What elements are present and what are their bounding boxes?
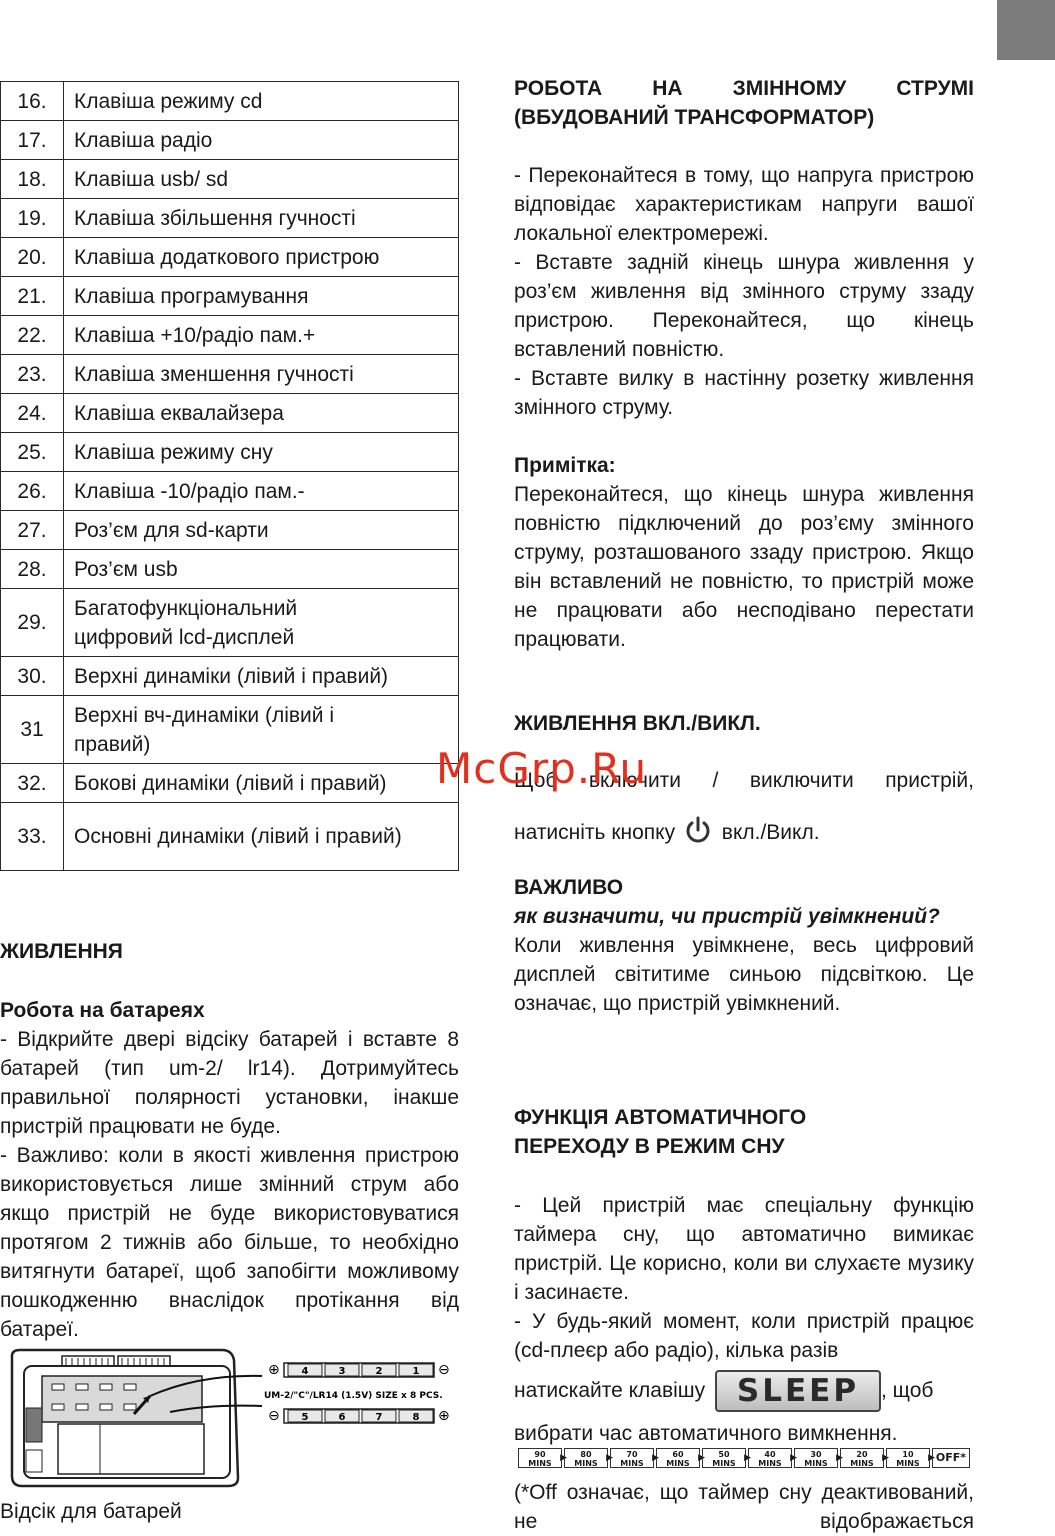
table-row — [1, 238, 459, 277]
battery-slot-label: 5 — [301, 1412, 309, 1423]
svg-text:⊖: ⊖ — [268, 1408, 280, 1424]
sleep-press-line2: вибрати час автоматичного вимкнення. — [514, 1422, 898, 1445]
part-label: Клавіша зменшення гучності — [64, 355, 459, 394]
ac-paragraph-1: - Переконайтеся в тому, що напруга пристрою відповідає характеристикам напруги вашої локальної електромережі. — [514, 164, 974, 245]
table-row — [1, 511, 459, 550]
part-label-line: Верхні вч-динаміки (лівий і — [74, 703, 335, 727]
battery-slot-label: 8 — [412, 1412, 420, 1423]
timer-step-unit: MINS — [850, 1459, 874, 1468]
table-row — [1, 696, 459, 764]
part-number: 16. — [1, 82, 64, 121]
timer-step-value: 90 — [534, 1450, 546, 1459]
table-row — [1, 764, 459, 803]
battery-note: - Важливо: коли в якості живлення пристрою використовується лише змінний струм або якщо пристрій не буде використовуватися протягом 2 тижнів або більше, то необхідно витягнути батареї, щоб запобігти можливому пошкодженню внаслідок протікання від батареї. — [0, 1144, 459, 1341]
part-label — [64, 589, 459, 657]
timer-step-unit: MINS — [528, 1459, 552, 1468]
part-number: 33. — [1, 803, 64, 871]
onoff-title: ЖИВЛЕННЯ ВКЛ./ВИКЛ. — [514, 712, 761, 735]
table-row — [1, 433, 459, 472]
ac-title-line2: (ВБУДОВАНИЙ ТРАНСФОРМАТОР) — [514, 106, 875, 129]
battery-subtitle: Робота на батареях — [0, 999, 205, 1022]
part-label: Верхні динаміки (лівий і правий) — [64, 657, 459, 696]
part-number: 18. — [1, 160, 64, 199]
part-label: Клавіша еквалайзера — [64, 394, 459, 433]
part-label: Клавіша режиму сну — [64, 433, 459, 472]
part-label: Клавіша usb/ sd — [64, 160, 459, 199]
battery-slot-label: 2 — [375, 1366, 383, 1377]
svg-text:⊖: ⊖ — [438, 1362, 450, 1378]
part-number: 26. — [1, 472, 64, 511]
part-label: Клавіша -10/радіо пам.- — [64, 472, 459, 511]
table-row — [1, 316, 459, 355]
timer-step — [748, 1448, 797, 1468]
part-number: 29. — [1, 589, 64, 657]
battery-slot-label: 4 — [301, 1366, 309, 1377]
svg-text:⊕: ⊕ — [268, 1362, 280, 1378]
timer-step-value: 10 — [902, 1450, 914, 1459]
part-label: Клавіша радіо — [64, 121, 459, 160]
part-label-line: цифровий lcd-дисплей — [74, 625, 295, 649]
timer-step-unit: MINS — [758, 1459, 782, 1468]
sleep-footnote: (*Off означає, що таймер сну деактивований, не відображається — [514, 1481, 974, 1533]
timer-step — [886, 1448, 935, 1468]
sleep-press-after: , щоб — [881, 1379, 934, 1402]
timer-step — [840, 1448, 889, 1468]
ac-paragraph-2: - Вставте задній кінець шнура живлення у роз’єм живлення від змінного струму ззаду пристрою. Переконайтеся, що кінець вставлений повністю. — [514, 251, 974, 361]
arrow-right-icon: ▶ — [652, 1453, 659, 1463]
ac-paragraph-3: - Вставте вилку в настінну розетку живлення змінного струму. — [514, 367, 974, 419]
part-number: 31 — [1, 696, 64, 764]
timer-step-value: 20 — [856, 1450, 868, 1459]
timer-step-value: 60 — [672, 1450, 684, 1459]
part-number: 17. — [1, 121, 64, 160]
part-number: 21. — [1, 277, 64, 316]
onoff-line-1: Щоб включити / виключити пристрій, — [514, 769, 974, 792]
battery-compartment-caption: Відсік для батарей — [0, 1500, 182, 1523]
table-row — [1, 121, 459, 160]
arrow-right-icon: ▶ — [698, 1453, 705, 1463]
timer-step-unit: MINS — [896, 1459, 920, 1468]
sleep-title-line2: ПЕРЕХОДУ В РЕЖИМ СНУ — [514, 1135, 785, 1158]
battery-slot-label: 7 — [375, 1412, 383, 1423]
table-row — [1, 82, 459, 121]
arrow-right-icon: ▶ — [882, 1453, 889, 1463]
battery-slot-label: 6 — [338, 1412, 346, 1423]
battery-slot-label: 3 — [338, 1366, 346, 1377]
section-tab-marker — [997, 0, 1055, 60]
timer-step-unit: MINS — [666, 1459, 690, 1468]
arrow-right-icon: ▶ — [606, 1453, 613, 1463]
timer-step — [702, 1448, 751, 1468]
table-row — [1, 472, 459, 511]
part-label: Клавіша +10/радіо пам.+ — [64, 316, 459, 355]
parts-table — [0, 81, 459, 871]
part-label: Клавіша режиму cd — [64, 82, 459, 121]
table-row — [1, 657, 459, 696]
part-label-line: Багатофункціональний — [74, 596, 298, 620]
note-text: Переконайтеся, що кінець шнура живлення повністю підключений до роз’єму змінного струму, розташованого ззаду пристрою. Якщо він вставлений не повністю, то пристрій може не працювати або несподівано перестати працювати. — [514, 483, 974, 651]
power-title: ЖИВЛЕННЯ — [0, 940, 123, 963]
table-row — [1, 394, 459, 433]
timer-step-unit: MINS — [620, 1459, 644, 1468]
part-number: 22. — [1, 316, 64, 355]
battery-slot-label: 1 — [412, 1366, 420, 1377]
sleep-paragraph-1: - Цей пристрій має спеціальну функцію таймера сну, що автоматично вимикає пристрій. Це корисно, коли ви слухаєте музику і засинаєте. — [514, 1194, 974, 1304]
important-title: ВАЖЛИВО — [514, 876, 624, 899]
important-subtitle: як визначити, чи пристрій увімкнений? — [514, 905, 940, 928]
sleep-timer-sequence — [518, 1448, 972, 1468]
part-label: Клавіша додаткового пристрою — [64, 238, 459, 277]
part-number: 23. — [1, 355, 64, 394]
timer-step-unit: MINS — [712, 1459, 736, 1468]
part-label: Роз’єм usb — [64, 550, 459, 589]
arrow-right-icon: ▶ — [928, 1453, 935, 1463]
arrow-right-icon: ▶ — [836, 1453, 843, 1463]
part-number: 27. — [1, 511, 64, 550]
part-number: 20. — [1, 238, 64, 277]
part-label: Клавіша програмування — [64, 277, 459, 316]
table-row — [1, 355, 459, 394]
sleep-button-image: SLEEP — [715, 1370, 881, 1412]
part-label — [64, 696, 459, 764]
battery-spec-label: UM-2/"C"/LR14 (1.5V) SIZE x 8 PCS. — [264, 1391, 443, 1401]
table-row — [1, 803, 459, 871]
ac-title-line1: РОБОТА НА ЗМІННОМУ СТРУМІ — [514, 77, 974, 100]
important-text: Коли живлення увімкнене, весь цифровий дисплей світитиме синьою підсвіткою. Це означає, що пристрій увімкнений. — [514, 934, 974, 1015]
part-label: Роз’єм для sd-карти — [64, 511, 459, 550]
timer-step — [794, 1448, 843, 1468]
table-row — [1, 277, 459, 316]
timer-step-value: 80 — [580, 1450, 592, 1459]
part-label-line: правий) — [74, 732, 151, 756]
part-number: 19. — [1, 199, 64, 238]
timer-step — [564, 1448, 613, 1468]
timer-step-value: 30 — [810, 1450, 822, 1459]
onoff-line-2-after: вкл./Викл. — [721, 821, 820, 844]
timer-step — [656, 1448, 705, 1468]
sleep-paragraph-2: - У будь-який момент, коли пристрій працює (cd-плеєр або радіо), кілька разів — [514, 1310, 974, 1362]
watermark: McGrp.Ru — [436, 744, 648, 793]
note-title: Примітка: — [514, 454, 616, 477]
arrow-right-icon: ▶ — [744, 1453, 751, 1463]
timer-step — [610, 1448, 659, 1468]
part-number: 32. — [1, 764, 64, 803]
arrow-right-icon: ▶ — [790, 1453, 797, 1463]
table-row — [1, 199, 459, 238]
svg-text:⊕: ⊕ — [438, 1408, 450, 1424]
table-row — [1, 550, 459, 589]
timer-step-value: 70 — [626, 1450, 638, 1459]
timer-step-unit: MINS — [804, 1459, 828, 1468]
timer-step-unit: MINS — [574, 1459, 598, 1468]
timer-step-value: 40 — [764, 1450, 776, 1459]
battery-compartment-illustration — [0, 1346, 470, 1496]
timer-step-value: 50 — [718, 1450, 730, 1459]
timer-step-off: OFF* — [932, 1448, 970, 1468]
timer-step — [518, 1448, 567, 1468]
sleep-title-line1: ФУНКЦІЯ АВТОМАТИЧНОГО — [514, 1106, 807, 1129]
arrow-right-icon: ▶ — [560, 1453, 567, 1463]
part-label: Бокові динаміки (лівий і правий) — [64, 764, 459, 803]
battery-text: - Відкрийте двері відсіку батарей і вставте 8 батарей (тип um-2/ lr14). Дотримуйтесь правильної полярності установки, інакше пристрій працювати не буде. — [0, 1028, 459, 1138]
part-number: 25. — [1, 433, 64, 472]
table-row — [1, 160, 459, 199]
table-row — [1, 589, 459, 657]
power-icon — [683, 815, 713, 845]
part-number: 24. — [1, 394, 64, 433]
part-number: 28. — [1, 550, 64, 589]
part-number: 30. — [1, 657, 64, 696]
onoff-line-2-before: натисніть кнопку — [514, 821, 676, 844]
sleep-press-before: натискайте клавішу — [514, 1379, 706, 1402]
part-label: Клавіша збільшення гучності — [64, 199, 459, 238]
part-label: Основні динаміки (лівий і правий) — [64, 803, 459, 871]
